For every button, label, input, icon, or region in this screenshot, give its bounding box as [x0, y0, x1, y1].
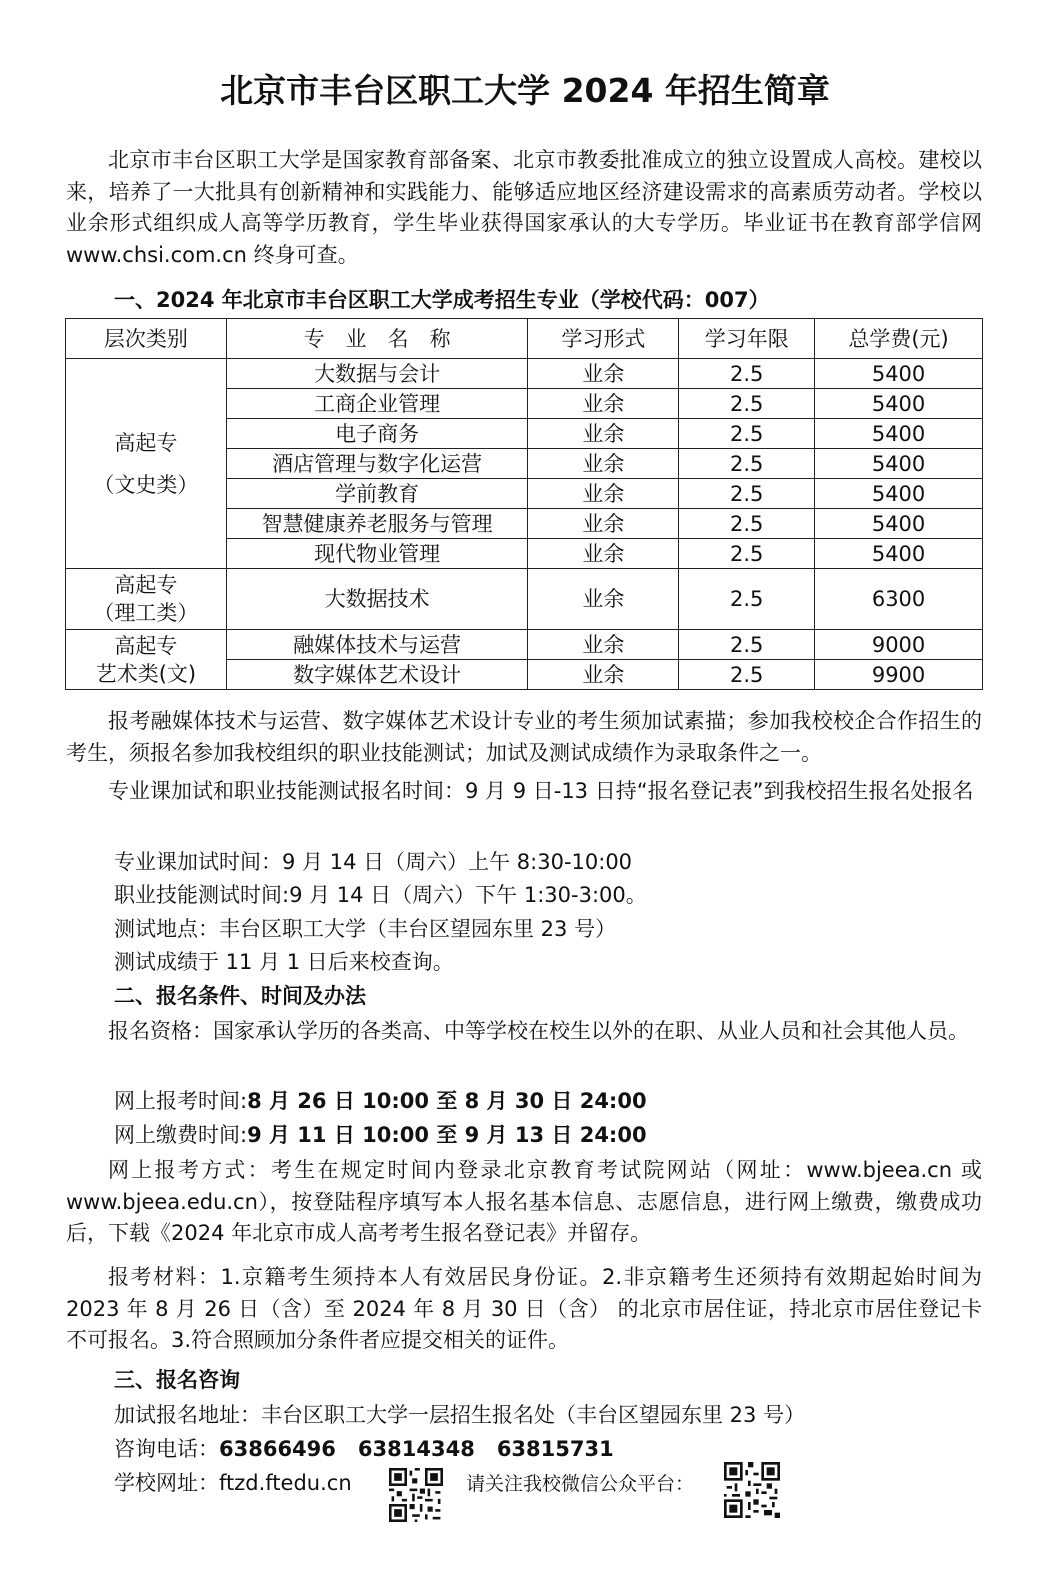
header-level: 层次类别: [66, 319, 227, 359]
wechat-prompt: 请关注我校微信公众平台：: [466, 1473, 695, 1495]
exam-time: 专业课加试时间：9 月 14 日（周六）上午 8:30-10:00: [114, 850, 633, 874]
form-cell: 业余: [528, 569, 679, 630]
exam-address: 加试报名地址：丰台区职工大学一层招生报名处（丰台区望园东里 23 号）: [114, 1403, 806, 1427]
fee-cell: 9900: [815, 660, 983, 690]
header-years: 学习年限: [679, 319, 815, 359]
major-cell: 现代物业管理: [226, 539, 528, 569]
category-label: 高起专: [114, 430, 178, 455]
years-cell: 2.5: [679, 359, 815, 389]
category-cell: [66, 569, 227, 630]
fee-cell: 5400: [815, 509, 983, 539]
form-cell: 业余: [528, 509, 679, 539]
form-cell: 业余: [528, 479, 679, 509]
fee-cell: 6300: [815, 569, 983, 630]
registration-method-paragraph: 网上报考方式：考生在规定时间内登录北京教育考试院网站（网址：www.bjeea.cn 或 www.bjeea.edu.cn），按登陆程序填写本人报名基本信息、志愿信息，进行网上缴费，缴费成功后，下载《2024 年北京市成人高考考生报名登记表》并留存。: [66, 1158, 982, 1245]
section3-heading: 三、报名咨询: [114, 1368, 240, 1392]
form-cell: 业余: [528, 449, 679, 479]
header-form: 学习形式: [528, 319, 679, 359]
materials-paragraph: 报考材料：1.京籍考生须持本人有效居民身份证。2.非京籍考生还须持有效期起始时间为 2023 年 8 月 26 日（含）至 2024 年 8 月 30 日（含） 的北京市居住证，持北京市居住登记卡不可报名。3.符合照顾加分条件者应提交相关的证件。: [66, 1265, 982, 1352]
table-row: [66, 569, 983, 630]
fee-cell: 5400: [815, 539, 983, 569]
form-cell: 业余: [528, 660, 679, 690]
online-payment-label: 网上缴费时间:: [114, 1123, 248, 1147]
header-fee: 总学费(元): [815, 319, 983, 359]
website-qr-code-icon: [389, 1468, 443, 1522]
form-cell: 业余: [528, 630, 679, 660]
years-cell: 2.5: [679, 539, 815, 569]
section2-heading: 二、报名条件、时间及办法: [114, 984, 366, 1008]
skill-test-time: 职业技能测试时间:9 月 14 日（周六）下午 1:30-3:00。: [114, 883, 647, 907]
sketch-test-note: 报考融媒体技术与运营、数字媒体艺术设计专业的考生须加试素描；参加我校校企合作招生的考生，须报名参加我校组织的职业技能测试；加试及测试成绩作为录取条件之一。: [66, 709, 982, 765]
fee-cell: 9000: [815, 630, 983, 660]
major-cell: 数字媒体艺术设计: [226, 660, 528, 690]
online-payment-value: 9 月 11 日 10:00 至 9 月 13 日 24:00: [247, 1123, 647, 1147]
form-cell: 业余: [528, 539, 679, 569]
years-cell: 2.5: [679, 449, 815, 479]
website-line: 学校网址：ftzd.ftedu.cn: [114, 1471, 352, 1495]
category-sublabel: （理工类）: [93, 601, 199, 625]
major-cell: 学前教育: [226, 479, 528, 509]
phone-number: 63814348: [357, 1437, 475, 1461]
years-cell: 2.5: [679, 479, 815, 509]
years-cell: 2.5: [679, 630, 815, 660]
table-header-row: [66, 319, 983, 359]
major-cell: 电子商务: [226, 419, 528, 449]
category-sublabel: （文史类）: [93, 472, 199, 497]
form-cell: 业余: [528, 359, 679, 389]
years-cell: 2.5: [679, 389, 815, 419]
phone-line: [114, 1434, 636, 1465]
test-location: 测试地点：丰台区职工大学（丰台区望园东里 23 号）: [114, 917, 617, 941]
table-row: [66, 359, 983, 389]
online-payment-time: [114, 1120, 647, 1151]
fee-cell: 5400: [815, 479, 983, 509]
years-cell: 2.5: [679, 419, 815, 449]
major-cell: 大数据技术: [226, 569, 528, 630]
fee-cell: 5400: [815, 359, 983, 389]
major-cell: 工商企业管理: [226, 389, 528, 419]
category-label: 高起专: [114, 633, 178, 658]
years-cell: 2.5: [679, 509, 815, 539]
fee-cell: 5400: [815, 419, 983, 449]
majors-table: [65, 318, 983, 690]
category-label: 高起专: [114, 573, 178, 597]
years-cell: 2.5: [679, 569, 815, 630]
years-cell: 2.5: [679, 660, 815, 690]
phone-label: 咨询电话：: [114, 1437, 219, 1461]
header-major: 专 业 名 称: [226, 319, 528, 359]
form-cell: 业余: [528, 419, 679, 449]
page-title: 北京市丰台区职工大学 2024 年招生简章: [220, 71, 830, 110]
results-note: 测试成绩于 11 月 1 日后来校查询。: [114, 950, 454, 974]
section1-heading: 一、2024 年北京市丰台区职工大学成考招生专业（学校代码：007）: [114, 288, 770, 312]
eligibility-paragraph: 报名资格：国家承认学历的各类高、中等学校在校生以外的在职、从业人员和社会其他人员。: [108, 1019, 969, 1043]
online-registration-time: [114, 1086, 647, 1117]
form-cell: 业余: [528, 389, 679, 419]
major-cell: 智慧健康养老服务与管理: [226, 509, 528, 539]
intro-paragraph: 北京市丰台区职工大学是国家教育部备案、北京市教委批准成立的独立设置成人高校。建校以来，培养了一大批具有创新精神和实践能力、能够适应地区经济建设需求的高素质劳动者。学校以业余形式组织成人高等学历教育，学生毕业获得国家承认的大专学历。毕业证书在教育部学信网 www.chsi.com.cn 终身可查。: [66, 148, 982, 267]
table-row: [66, 630, 983, 660]
major-cell: 酒店管理与数字化运营: [226, 449, 528, 479]
category-cell: [66, 630, 227, 690]
fee-cell: 5400: [815, 449, 983, 479]
major-cell: 大数据与会计: [226, 359, 528, 389]
phone-number: 63815731: [496, 1437, 614, 1461]
fee-cell: 5400: [815, 389, 983, 419]
online-registration-label: 网上报考时间:: [114, 1089, 248, 1113]
online-registration-value: 8 月 26 日 10:00 至 8 月 30 日 24:00: [247, 1089, 647, 1113]
registration-time-note: 专业课加试和职业技能测试报名时间：9 月 9 日-13 日持“报名登记表”到我校招生报名处报名: [108, 779, 974, 803]
category-sublabel: 艺术类(文): [95, 661, 197, 686]
major-cell: 融媒体技术与运营: [226, 630, 528, 660]
phone-number: 63866496: [219, 1437, 336, 1461]
wechat-qr-code-icon: [724, 1462, 780, 1518]
category-cell: [66, 359, 227, 569]
